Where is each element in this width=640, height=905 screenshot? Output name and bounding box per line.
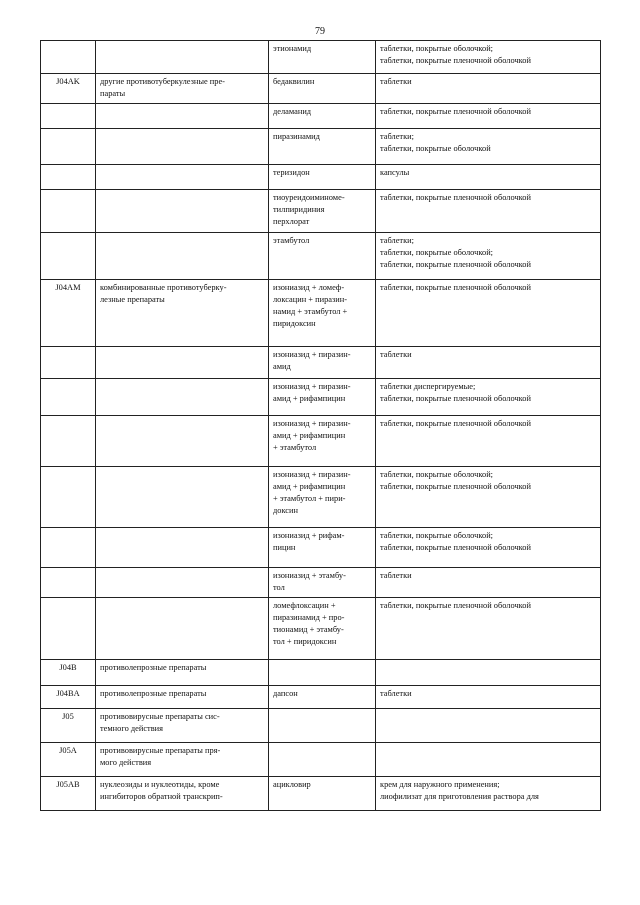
dosage-form-line: таблетки, покрытые оболочкой; bbox=[380, 531, 494, 540]
group-name-line: нуклеозиды и нуклеотиды, кроме bbox=[100, 780, 220, 789]
drug-name-cell bbox=[269, 777, 376, 811]
table-row bbox=[41, 233, 601, 280]
group-name-cell bbox=[96, 347, 269, 379]
dosage-form-line: таблетки, покрытые пленочной оболочкой bbox=[380, 543, 531, 552]
dosage-form-cell bbox=[376, 74, 601, 104]
drug-name-cell bbox=[269, 74, 376, 104]
table-row bbox=[41, 347, 601, 379]
group-name-cell bbox=[96, 190, 269, 233]
table-row bbox=[41, 709, 601, 743]
group-name-cell bbox=[96, 777, 269, 811]
drug-name-line: ломефлоксацин + bbox=[273, 601, 336, 610]
dosage-form-cell bbox=[376, 568, 601, 598]
drug-name-cell bbox=[269, 528, 376, 568]
drug-name-line: этамбутол bbox=[273, 236, 310, 245]
dosage-form-cell bbox=[376, 777, 601, 811]
table-row bbox=[41, 467, 601, 528]
atc-code-cell: J05A bbox=[41, 743, 96, 777]
table-row bbox=[41, 104, 601, 129]
table-row bbox=[41, 129, 601, 165]
drug-name-cell bbox=[269, 190, 376, 233]
group-name-line: противолепрозные препараты bbox=[100, 689, 207, 698]
dosage-form-line: крем для наружного применения; bbox=[380, 780, 500, 789]
dosage-form-line: таблетки, покрытые пленочной оболочкой bbox=[380, 260, 531, 269]
dosage-form-line: таблетки, покрытые пленочной оболочкой bbox=[380, 56, 531, 65]
drug-name-line: амид + рифампицин bbox=[273, 394, 346, 403]
dosage-form-line: таблетки bbox=[380, 689, 412, 698]
drug-name-cell bbox=[269, 568, 376, 598]
dosage-form-cell bbox=[376, 709, 601, 743]
drug-name-line: амид + рифампицин bbox=[273, 482, 346, 491]
drug-name-cell bbox=[269, 233, 376, 280]
atc-code-cell: J05 bbox=[41, 709, 96, 743]
group-name-line: ингибиторов обратной транскрип- bbox=[100, 792, 223, 801]
atc-code-cell bbox=[41, 347, 96, 379]
drug-name-cell bbox=[269, 379, 376, 416]
dosage-form-line: таблетки, покрытые оболочкой; bbox=[380, 248, 494, 257]
drug-name-line: тол + пиридоксин bbox=[273, 637, 337, 646]
dosage-form-line: таблетки bbox=[380, 77, 412, 86]
dosage-form-cell bbox=[376, 233, 601, 280]
table-row bbox=[41, 660, 601, 686]
group-name-line: противовирусные препараты сис- bbox=[100, 712, 220, 721]
dosage-form-line: лиофилизат для приготовления раствора для bbox=[380, 792, 539, 801]
drug-table-body bbox=[41, 41, 601, 811]
drug-name-line: тиоуреидоиминоме- bbox=[273, 193, 345, 202]
atc-code-cell: J04AM bbox=[41, 280, 96, 347]
dosage-form-cell bbox=[376, 598, 601, 660]
dosage-form-line: таблетки, покрытые пленочной оболочкой bbox=[380, 107, 531, 116]
group-name-line: мого действия bbox=[100, 758, 152, 767]
group-name-cell bbox=[96, 74, 269, 104]
group-name-cell bbox=[96, 233, 269, 280]
drug-name-line: намид + этамбутол + bbox=[273, 307, 348, 316]
group-name-line: комбинированные противотуберку- bbox=[100, 283, 227, 292]
drug-name-cell bbox=[269, 104, 376, 129]
drug-name-line: изониазид + пиразин- bbox=[273, 382, 351, 391]
group-name-line: темного действия bbox=[100, 724, 163, 733]
group-name-line: противовирусные препараты пря- bbox=[100, 746, 221, 755]
drug-table bbox=[40, 40, 601, 811]
drug-name-line: изониазид + этамбу- bbox=[273, 571, 346, 580]
group-name-cell bbox=[96, 416, 269, 467]
drug-name-line: дапсон bbox=[273, 689, 298, 698]
table-row bbox=[41, 280, 601, 347]
drug-name-line: перхлорат bbox=[273, 217, 310, 226]
group-name-line: параты bbox=[100, 89, 126, 98]
table-row bbox=[41, 165, 601, 190]
drug-name-line: пиридоксин bbox=[273, 319, 316, 328]
drug-name-line: изониазид + пиразин- bbox=[273, 350, 351, 359]
dosage-form-line: таблетки, покрытые пленочной оболочкой bbox=[380, 419, 531, 428]
drug-name-cell bbox=[269, 467, 376, 528]
dosage-form-line: таблетки, покрытые оболочкой; bbox=[380, 470, 494, 479]
dosage-form-cell bbox=[376, 467, 601, 528]
atc-code-cell bbox=[41, 467, 96, 528]
drug-name-line: деламанид bbox=[273, 107, 312, 116]
group-name-cell bbox=[96, 568, 269, 598]
dosage-form-line: таблетки, покрытые пленочной оболочкой bbox=[380, 394, 531, 403]
dosage-form-cell bbox=[376, 104, 601, 129]
dosage-form-line: капсулы bbox=[380, 168, 410, 177]
table-row bbox=[41, 379, 601, 416]
atc-code-cell bbox=[41, 379, 96, 416]
drug-name-cell bbox=[269, 598, 376, 660]
dosage-form-line: таблетки, покрытые оболочкой bbox=[380, 144, 491, 153]
table-row bbox=[41, 190, 601, 233]
dosage-form-line: таблетки, покрытые пленочной оболочкой bbox=[380, 482, 531, 491]
atc-code-cell: J05AB bbox=[41, 777, 96, 811]
dosage-form-cell bbox=[376, 743, 601, 777]
page-number: 79 bbox=[315, 26, 325, 37]
table-row bbox=[41, 416, 601, 467]
dosage-form-line: таблетки; bbox=[380, 132, 414, 141]
atc-code-cell: J04BA bbox=[41, 686, 96, 709]
atc-code-cell bbox=[41, 190, 96, 233]
atc-code-cell bbox=[41, 41, 96, 74]
atc-code-cell: J04AK bbox=[41, 74, 96, 104]
group-name-cell bbox=[96, 280, 269, 347]
table-row bbox=[41, 743, 601, 777]
dosage-form-cell bbox=[376, 165, 601, 190]
group-name-cell bbox=[96, 165, 269, 190]
table-row bbox=[41, 41, 601, 74]
dosage-form-line: таблетки, покрытые оболочкой; bbox=[380, 44, 494, 53]
dosage-form-cell bbox=[376, 41, 601, 74]
drug-name-line: ацикловир bbox=[273, 780, 311, 789]
drug-name-cell bbox=[269, 416, 376, 467]
dosage-form-cell bbox=[376, 686, 601, 709]
group-name-cell bbox=[96, 709, 269, 743]
dosage-form-cell bbox=[376, 528, 601, 568]
drug-name-line: тилпиридиния bbox=[273, 205, 325, 214]
group-name-cell bbox=[96, 528, 269, 568]
dosage-form-cell bbox=[376, 416, 601, 467]
dosage-form-cell bbox=[376, 379, 601, 416]
group-name-cell bbox=[96, 467, 269, 528]
dosage-form-cell bbox=[376, 190, 601, 233]
drug-name-line: изониазид + рифам- bbox=[273, 531, 345, 540]
drug-name-line: амид + рифампицин bbox=[273, 431, 346, 440]
drug-name-line: + этамбутол + пири- bbox=[273, 494, 346, 503]
atc-code-cell bbox=[41, 568, 96, 598]
dosage-form-cell bbox=[376, 129, 601, 165]
group-name-cell bbox=[96, 41, 269, 74]
drug-name-line: локсацин + пиразин- bbox=[273, 295, 348, 304]
atc-code-cell: J04B bbox=[41, 660, 96, 686]
drug-name-cell bbox=[269, 743, 376, 777]
group-name-cell bbox=[96, 129, 269, 165]
dosage-form-line: таблетки диспергируемые; bbox=[380, 382, 476, 391]
table-row bbox=[41, 598, 601, 660]
drug-name-line: пиразинамид + про- bbox=[273, 613, 345, 622]
drug-name-line: пицин bbox=[273, 543, 296, 552]
dosage-form-cell bbox=[376, 660, 601, 686]
group-name-cell bbox=[96, 379, 269, 416]
group-name-line: другие противотуберкулезные пре- bbox=[100, 77, 225, 86]
dosage-form-line: таблетки bbox=[380, 571, 412, 580]
group-name-cell bbox=[96, 598, 269, 660]
drug-name-cell bbox=[269, 709, 376, 743]
drug-name-cell bbox=[269, 165, 376, 190]
atc-code-cell bbox=[41, 104, 96, 129]
drug-name-line: доксин bbox=[273, 506, 298, 515]
drug-name-line: изониазид + ломеф- bbox=[273, 283, 345, 292]
drug-name-line: этионамид bbox=[273, 44, 312, 53]
drug-name-line: тол bbox=[273, 583, 285, 592]
group-name-cell bbox=[96, 104, 269, 129]
drug-name-cell bbox=[269, 686, 376, 709]
drug-name-cell bbox=[269, 41, 376, 74]
group-name-line: противолепрозные препараты bbox=[100, 663, 207, 672]
group-name-line: лезные препараты bbox=[100, 295, 165, 304]
drug-name-line: изониазид + пиразин- bbox=[273, 470, 351, 479]
drug-name-line: теризидон bbox=[273, 168, 310, 177]
dosage-form-line: таблетки; bbox=[380, 236, 414, 245]
drug-name-cell bbox=[269, 347, 376, 379]
atc-code-cell bbox=[41, 528, 96, 568]
drug-name-cell bbox=[269, 280, 376, 347]
atc-code-cell bbox=[41, 165, 96, 190]
table-row bbox=[41, 74, 601, 104]
table-row bbox=[41, 528, 601, 568]
drug-name-cell bbox=[269, 660, 376, 686]
atc-code-cell bbox=[41, 233, 96, 280]
group-name-cell bbox=[96, 660, 269, 686]
group-name-cell bbox=[96, 743, 269, 777]
dosage-form-cell bbox=[376, 347, 601, 379]
atc-code-cell bbox=[41, 129, 96, 165]
drug-name-line: + этамбутол bbox=[273, 443, 317, 452]
dosage-form-line: таблетки bbox=[380, 350, 412, 359]
group-name-cell bbox=[96, 686, 269, 709]
drug-name-line: бедаквилин bbox=[273, 77, 315, 86]
dosage-form-cell bbox=[376, 280, 601, 347]
table-row bbox=[41, 777, 601, 811]
dosage-form-line: таблетки, покрытые пленочной оболочкой bbox=[380, 193, 531, 202]
atc-code-cell bbox=[41, 598, 96, 660]
drug-name-line: тионамид + этамбу- bbox=[273, 625, 344, 634]
atc-code-cell bbox=[41, 416, 96, 467]
drug-name-line: изониазид + пиразин- bbox=[273, 419, 351, 428]
dosage-form-line: таблетки, покрытые пленочной оболочкой bbox=[380, 283, 531, 292]
dosage-form-line: таблетки, покрытые пленочной оболочкой bbox=[380, 601, 531, 610]
drug-name-line: пиразинамид bbox=[273, 132, 320, 141]
table-row bbox=[41, 568, 601, 598]
drug-name-line: амид bbox=[273, 362, 291, 371]
table-row bbox=[41, 686, 601, 709]
drug-name-cell bbox=[269, 129, 376, 165]
